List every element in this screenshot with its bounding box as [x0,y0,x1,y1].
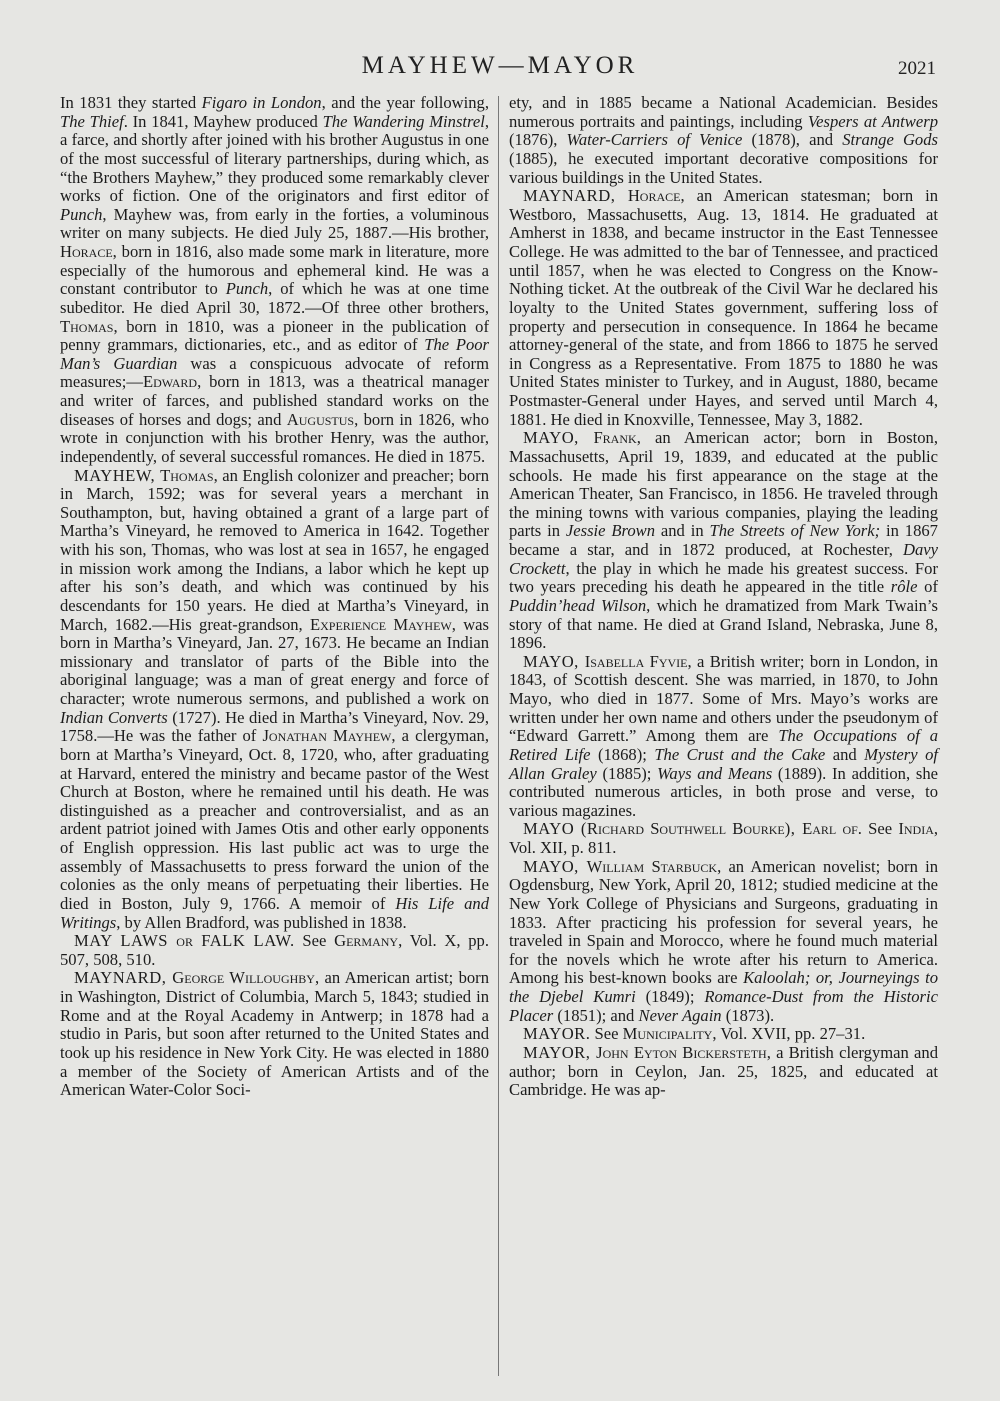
entry-headword: MAYOR, [523,1042,597,1062]
running-head [60,52,940,82]
page-number: 2021 [898,58,936,79]
entry-headword: MAYO, [523,651,585,671]
entry-headword: MAYO, [523,856,587,876]
entry-maynard-horace: MAYNARD, Horace, an American statesman; born in Westboro, Massachusetts, Aug. 13, 1814. He graduated at Amherst in 1838, and became instructor in the East Tennessee College. He was admitted to the bar of Tennessee, and practiced until 1857, when he was elected to Congress on the Know-Nothing ticket. At the outbreak of the Civil War he declared his loyalty to the United States government, suffering loss of property and persecution in consequence. In 1864 he became attorney-general of the state, and from 1866 to 1875 he served in Congress as a Representative. From 1875 to 1880 he was United States minister to Turkey, and in August, 1880, became Postmaster-General under Hayes, and served until March 4, 1881. He died in Knoxville, Tennessee, May 3, 1882. [509,186,938,429]
entry-headword: MAYOR. [523,1024,591,1044]
left-column [60,94,489,1100]
entry-maynard-george: MAYNARD, George Willoughby, an American artist; born in Washington, District of Columbia, March 5, 1843; studied in Rome and at the Royal Academy in Antwerp; in 1878 had a studio in Paris, but soon after returned to the United States and took up his residence in New York City. He was elected in 1880 a member of the Society of American Artists and of the American Water-Color Soci- [60,968,489,1100]
entry-headword: MAYHEW, [74,465,161,485]
entry-may-laws: MAY LAWS or FALK LAW. See Germany, Vol. X, pp. 507, 508, 510. [60,931,489,969]
entry-mayhew-thomas: MAYHEW, Thomas, an English colonizer and preacher; born in March, 1592; was for several years a merchant in Southampton, but, having obtained a grant of a large part of Martha’s Vineyard, he removed to America in 1642. Together with his son, Thomas, who was lost at sea in 1657, he engaged in mission work among the Indians, a labor which he kept up after his son’s death, and which was continued by his descendants for 150 years. He died at Martha’s Vineyard, in March, 1682.—His great-grandson, Experience Mayhew, was born in Martha’s Vineyard, Jan. 27, 1673. He became an Indian missionary and translator of parts of the Bible into the aboriginal language; was a man of great energy and force of character; wrote numerous sermons, and published a work on Indian Converts (1727). He died in Martha’s Vineyard, Nov. 29, 1758.—He was the father of Jonathan Mayhew, a clergyman, born at Martha’s Vineyard, Oct. 8, 1720, who, after graduating at Harvard, entered the ministry and became pastor of the West Church at Boston, where he remained until his death. He was distinguished as a preacher and controversialist, and as an ardent patriot joined with James Otis and other early opponents of English oppression. His last public act was to urge the assembly of Massachusetts to press forward the union of the colonies as the only means of perpetuating their liberties. He died in Boston, July 9, 1766. A memoir of His Life and Writings, by Allen Bradford, was published in 1838. [60,465,489,932]
entry-headword: MAYO ( [523,819,587,839]
entry-headword: MAYO, [523,428,594,448]
column-divider [498,96,499,1376]
entry-mayor-john: MAYOR, John Eyton Bickersteth, a British clergyman and author; born in Ceylon, Jan. 25, 1825, and educated at Cambridge. He was ap- [509,1042,938,1100]
entry-mayor: MAYOR. See Municipality, Vol. XVII, pp. 27–31. [523,1024,866,1044]
page-title: MAYHEW—MAYOR [361,52,639,79]
entry-mayo-william: MAYO, William Starbuck, an American novelist; born in Ogdensburg, New York, April 20, 1812; studied medicine at the New York College of Physicians and Surgeons, graduating in 1833. After practicing his profession for several years, he traveled in Spain and Morocco, where he found much material for the novels which he wrote after his return to America. Among his best-known books are Kaloolah; or, Journeyings to the Djebel Kumri (1849); Romance-Dust from the Historic Placer (1851); and Never Again (1873). [509,856,938,1025]
entry-mayo-isabella: MAYO, Isabella Fyvie, a British writer; born in London, in 1843, of Scottish descent. She was married, in 1870, to John Mayo, who died in 1877. Some of Mrs. Mayo’s works are written under her own name and others under the pseudonym of “Edward Garrett.” Among them are The Occupations of a Retired Life (1868); The Crust and the Cake and Mystery of Allan Graley (1885); Ways and Means (1889). In addition, she contributed numerous articles, in both prose and verse, to various magazines. [509,651,939,820]
entry-mayo-earl: MAYO (Richard Southwell Bourke), Earl of. See India, Vol. XII, p. 811. [509,819,939,857]
right-column [509,94,938,1100]
entry-headword: MAY LAWS [74,931,177,951]
entry-headword: MAYNARD, [523,186,628,206]
entry-maynard-george-continued: ety, and in 1885 became a National Academician. Besides numerous portraits and paintings, including Vespers at Antwerp (1876), Water-Carriers of Venice (1878), and Strange Gods (1885), he executed important decorative compositions for various buildings in the United States. [509,93,938,187]
entry-mayo-frank: MAYO, Frank, an American actor; born in Boston, Massachusetts, April 19, 1839, and educated at the public schools. He made his first appearance on the stage at the American Theater, San Francisco, in 1856. He traveled through the mining towns with various companies, playing the leading parts in Jessie Brown and in The Streets of New York; in 1867 became a star, and in 1872 produced, at Rochester, Davy Crockett, the play in which he made his greatest success. For two years preceding his death he appeared in the title rôle of Puddin’head Wilson, which he dramatized from Mark Twain’s story of that name. He died at Grand Island, Nebraska, June 8, 1896. [509,428,938,653]
entry-headword: MAYNARD, [74,968,173,988]
entry-mayhew-henry-continued: In 1831 they started Figaro in London, and the year following, The Thief. In 1841, Mayhew produced The Wandering Minstrel, a farce, and shortly after joined with his brother Augustus in one of the most successful of literary partnerships, during which, as “the Brothers Mayhew,” they produced some remarkably clever works of fiction. One of the originators and first editor of Punch, Mayhew was, from early in the forties, a voluminous writer on many subjects. He died July 25, 1887.—His brother, Horace, born in 1816, also made some mark in literature, more especially of the humorous and ephemeral kind. He was a constant contributor to Punch, of which he was at one time subeditor. He died April 30, 1872.—Of three other brothers, Thomas, born in 1810, was a pioneer in the publication of penny grammars, dictionaries, etc., and as editor of The Poor Man’s Guardian was a conspicuous advocate of reform measures;—Edward, born in 1813, was a theatrical manager and writer of farces, and published standard works on the diseases of horses and dogs; and Augustus, born in 1826, who wrote in conjunction with his brother Henry, was the author, independently, of several successful romances. He died in 1875. [60,93,490,466]
